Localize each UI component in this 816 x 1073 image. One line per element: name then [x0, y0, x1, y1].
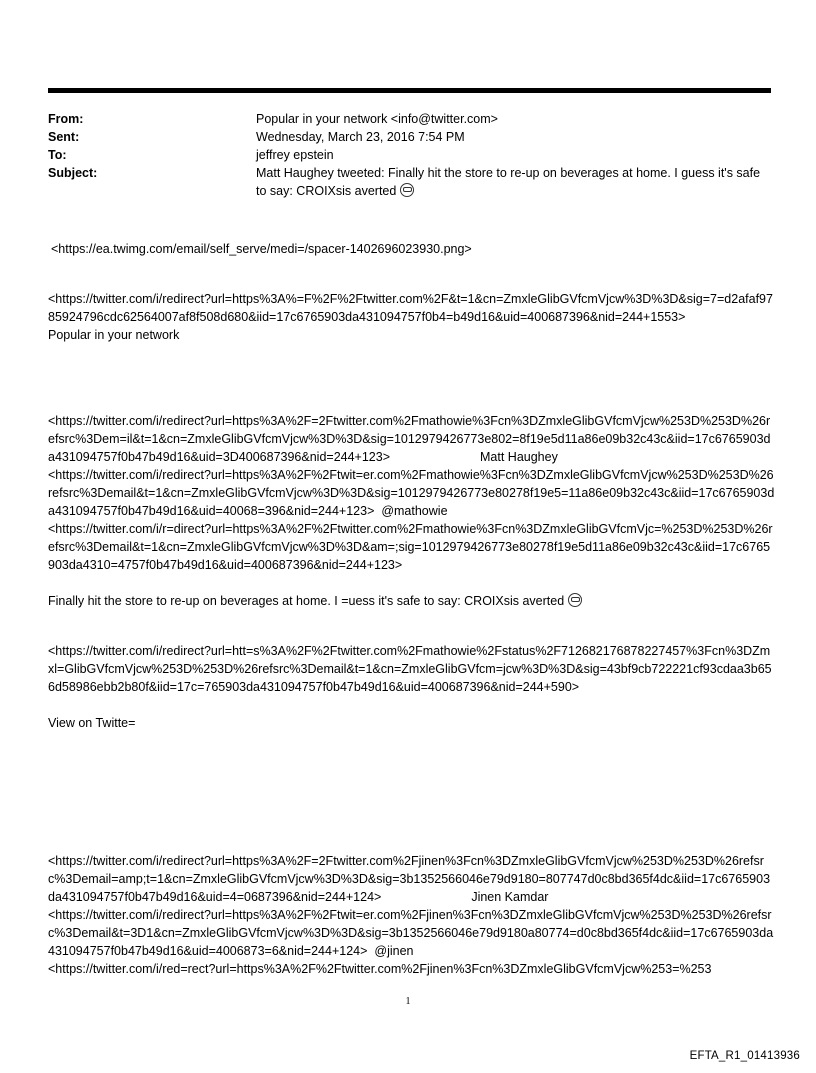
author-name: Matt Haughey — [480, 450, 558, 464]
second-author-handle: @jinen — [374, 944, 414, 958]
status-link[interactable]: <https://twitter.com/i/redirect?url=htt=s%3A%2F%2Ftwitter.com%2Fmathowie%2Fstatus%2F712682176878227457%3Fcn%3DZmxl=GlibGVfcmVjcw%253D%253D%26refsrc%3Demail&t=1&cn=ZmxleGlibGVfcm=jcw%3D%3D&sig=43bf9cb722221cf93cdaa3b656d58986ebb2b80f&iid=17c=765903da431094757f0b47b49d16&uid=400687396&nid=244+590> — [48, 644, 772, 694]
subject-value — [256, 164, 771, 200]
subject-text: Matt Haughey tweeted: Finally hit the store to re-up on beverages at home. I guess it's safe to say: CROIXsis averted — [256, 166, 761, 198]
to-value: jeffrey epstein — [256, 148, 334, 162]
smiling-emoji-icon — [568, 593, 582, 607]
redirect-link-1[interactable]: <https://twitter.com/i/redirect?url=https%3A%=F%2F%2Ftwitter.com%2F&t=1&cn=ZmxleGlibGVfcmVjcw%3D%3D&sig=7=d2afaf9785924796cdc62564007af8f508d680&iid=17c6765903da431094757f0b4=b49d16&uid=400687396&nid=244+1553> — [48, 292, 773, 324]
second-author-block — [48, 852, 776, 978]
author-handle: @mathowie — [381, 504, 448, 518]
page-number: 1 — [405, 996, 411, 1007]
to-row — [48, 146, 771, 164]
redirect-link-7[interactable]: <https://twitter.com/i/red=rect?url=https%3A%2F%2Ftwitter.com%2Fjinen%3Fcn%3DZmxleGlibGVfcmVjcw%253=%253 — [48, 962, 712, 976]
header-rule — [48, 88, 771, 93]
bates-number: EFTA_R1_01413936 — [689, 1050, 800, 1062]
sent-row — [48, 128, 771, 146]
redirect-link-5[interactable]: <https://twitter.com/i/redirect?url=https%3A%2F=2Ftwitter.com%2Fjinen%3Fcn%3DZmxleGlibGVfcmVjcw%253D%253D%26refsrc%3Demail=amp;t=1&cn=ZmxleGlibGVfcmVjcw%3D%3D&sig=3b1352566046e79d9180=807747d0c8bd365f4dc&iid=17c6765903da431094757f0b47b49d16&uid=4=0687396&nid=244+124> — [48, 854, 771, 904]
sent-value: Wednesday, March 23, 2016 7:54 PM — [256, 130, 465, 144]
redirect-link-3[interactable]: <https://twitter.com/i/redirect?url=https%3A%2F%2Ftwit=er.com%2Fmathowie%3Fcn%3DZmxleGlibGVfcmVjcw%253D%253D%26refsrc%3Demail&t=1&cn=ZmxleGlibGVfcmVjcw%3D%3D&sig=1012979426773e80278f19e5=11a86e09b32c43c&iid=17c6765903da431094757f0b47b49d16&uid=40068=396&nid=244+123> — [48, 468, 775, 518]
from-row — [48, 110, 771, 128]
email-body — [48, 240, 776, 978]
second-author-name: Jinen Kamdar — [471, 890, 549, 904]
smiling-emoji-icon — [400, 183, 414, 197]
subject-row — [48, 164, 771, 200]
redirect-link-6[interactable]: <https://twitter.com/i/redirect?url=https%3A%2F%2Ftwit=er.com%2Fjinen%3Fcn%3DZmxleGlibGVfcmVjcw%253D%253D%26refsrc%3Demail&t=3D1&cn=ZmxleGlibGVfcmVjcw%3D%3D&sig=3b1352566046e79d9180a80774=d0c8bd365f4dc&iid=17c6765903da431094757f0b47b49d16&uid=4006873=6&nid=244+124> — [48, 908, 774, 958]
sent-label: Sent: — [48, 130, 80, 144]
from-value: Popular in your network <info@twitter.com> — [256, 112, 498, 126]
email-header — [48, 110, 771, 200]
subject-label: Subject: — [48, 166, 98, 180]
spacer-link[interactable]: <https://ea.twimg.com/email/self_serve/medi=/spacer-1402696023930.png> — [51, 242, 472, 256]
redirect-link-2[interactable]: <https://twitter.com/i/redirect?url=https%3A%2F=2Ftwitter.com%2Fmathowie%3Fcn%3DZmxleGlibGVfcmVjcw%253D%253D%26refsrc%3Dem=il&t=1&cn=ZmxleGlibGVfcmVjcw%3D%3D&sig=1012979426773e802=8f19e5d11a86e09b32c43c&iid=17c6765903da431094757f0b47b49d16&uid=3D400687396&nid=244+123> — [48, 414, 771, 464]
view-on-twitter-link[interactable]: View on Twitte= — [48, 716, 136, 730]
popular-label: Popular in your network — [48, 328, 180, 342]
popular-block — [48, 290, 776, 344]
author-block — [48, 412, 776, 574]
tweet-block — [48, 592, 776, 610]
from-label: From: — [48, 112, 84, 126]
to-label: To: — [48, 148, 67, 162]
tweet-text: Finally hit the store to re-up on beverages at home. I =uess it's safe to say: CROIXsis averted — [48, 594, 565, 608]
redirect-link-4[interactable]: <https://twitter.com/i/r=direct?url=https%3A%2F%2Ftwitter.com%2Fmathowie%3Fcn%3DZmxleGlibGVfcmVjc=%253D%253D%26refsrc%3Demail&t=1&cn=ZmxleGlibGVfcmVjcw%3D%3D&am=;sig=1012979426773e80278f19e5d11a86e09b32c43c&iid=17c6765903da4310=4757f0b47b49d16&uid=400687396&nid=244+123> — [48, 522, 773, 572]
